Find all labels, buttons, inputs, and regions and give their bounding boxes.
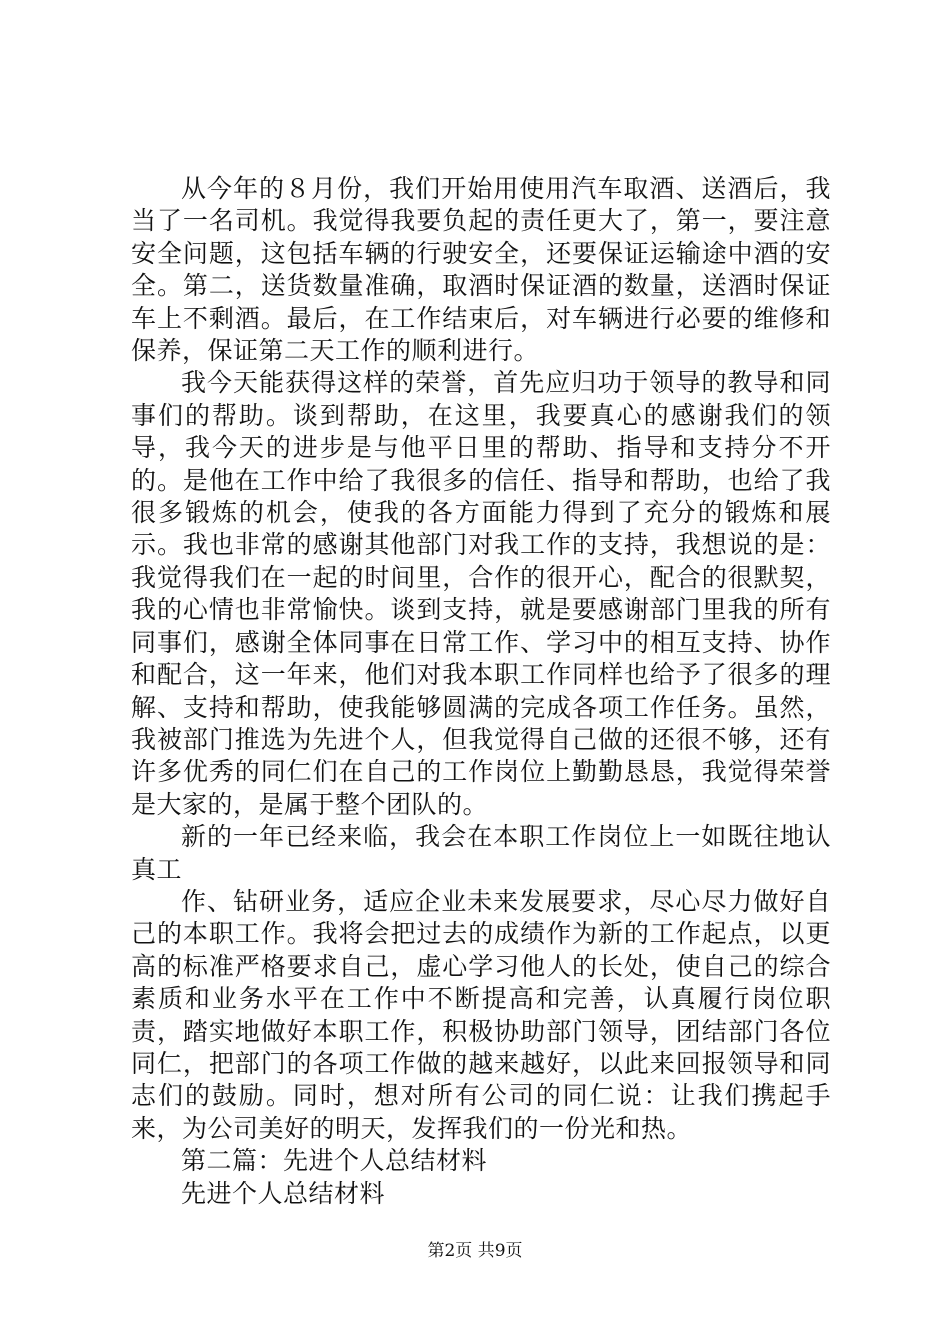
page-number-footer: 第2页 共9页 bbox=[427, 1241, 523, 1261]
section-heading-part-two: 第二篇：先进个人总结材料 bbox=[181, 1146, 488, 1176]
section-title: 先进个人总结材料 bbox=[181, 1178, 386, 1208]
paragraph-new-year-plans: 作、钻研业务，适应企业未来发展要求，尽心尽力做好自己的本职工作。我将会把过去的成绩作为新的工作起点，以更高的标准严格要求自己，虚心学习他人的长处，使自己的综合素质和业务水平在工作中不断提高和完善，认真履行岗位职责，踏实地做好本职工作，积极协助部门领导，团结部门各位同仁，把部门的各项工作做的越来越好，以此来回报领导和同志们的鼓励。同时，想对所有公司的同仁说：让我们携起手来，为公司美好的明天，发挥我们的一份光和热。 bbox=[131, 886, 831, 1143]
document-body bbox=[131, 173, 831, 1210]
paragraph-driver-duties: 从今年的８月份，我们开始用使用汽车取酒、送酒后，我当了一名司机。我觉得我要负起的责任更大了，第一，要注意安全问题，这包括车辆的行驶安全，还要保证运输途中酒的安全。第二，送货数量准确，取酒时保证酒的数量，送酒时保证车上不剩酒。最后，在工作结束后，对车辆进行必要的维修和保养，保证第二天工作的顺利进行。 bbox=[131, 174, 831, 366]
paragraph-acknowledgements: 我今天能获得这样的荣誉，首先应归功于领导的教导和同事们的帮助。谈到帮助，在这里，我要真心的感谢我们的领导，我今天的进步是与他平日里的帮助、指导和支持分不开的。是他在工作中给了我很多的信任、指导和帮助，也给了我很多锻炼的机会，使我的各方面能力得到了充分的锻炼和展示。我也非常的感谢其他部门对我工作的支持，我想说的是：我觉得我们在一起的时间里，合作的很开心，配合的很默契，我的心情也非常愉快。谈到支持，就是要感谢部门里我的所有同事们，感谢全体同事在日常工作、学习中的相互支持、协作和配合，这一年来，他们对我本职工作同样也给予了很多的理解、支持和帮助，使我能够圆满的完成各项工作任务。虽然，我被部门推选为先进个人，但我觉得自己做的还很不够，还有许多优秀的同仁们在自己的工作岗位上勤勤恳恳，我觉得荣誉是大家的，是属于整个团队的。 bbox=[131, 368, 831, 819]
paragraph-new-year-start: 新的一年已经来临，我会在本职工作岗位上一如既往地认真工 bbox=[131, 822, 831, 884]
